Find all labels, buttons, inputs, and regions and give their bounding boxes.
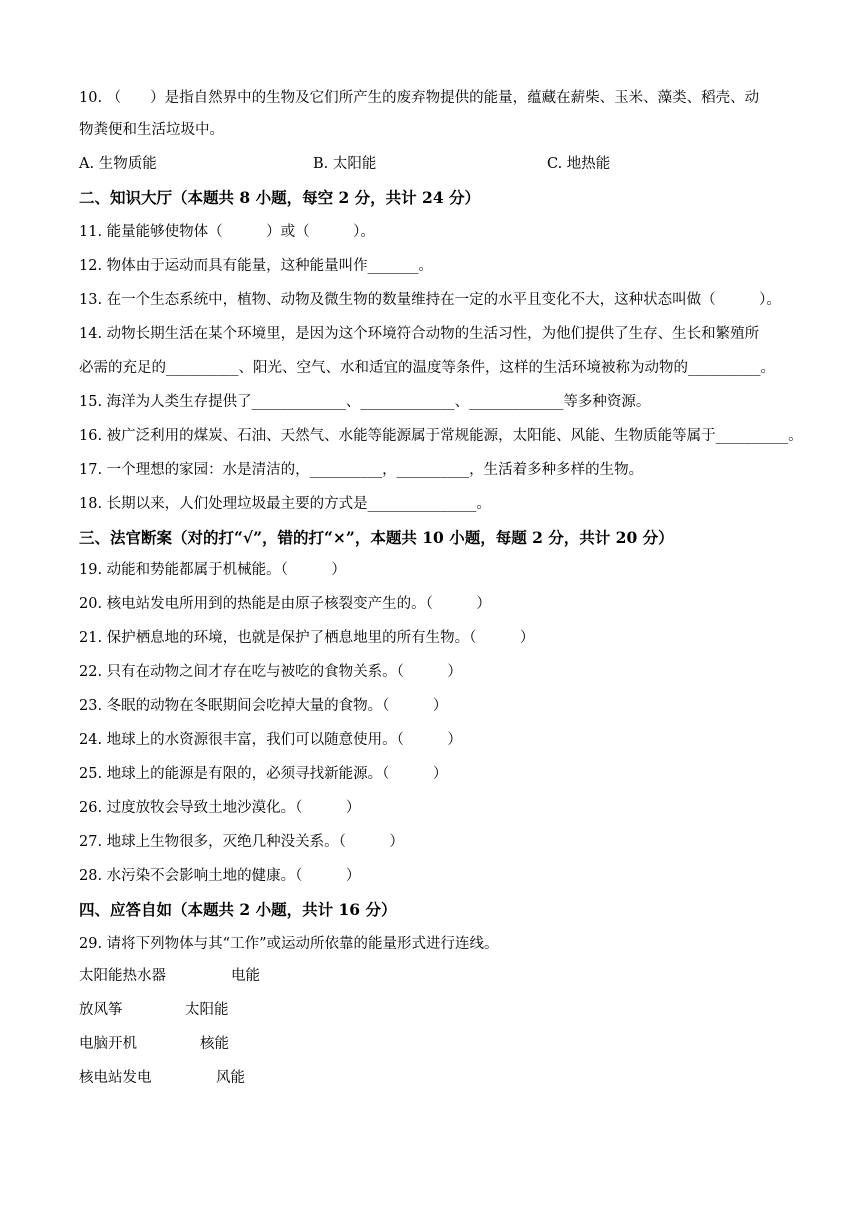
section-4-heading: 四、应答自如（本题共 2 小题，共计 16 分） [79,900,397,919]
question-11: 11. 能量能够使物体（ ）或（ ）。 [79,224,375,240]
matching-left-item: 核电站发电 [79,1070,152,1086]
matching-left-item: 放风筝 [79,1002,123,1018]
question-25: 25. 地球上的能源是有限的，必须寻找新能源。（ ） [79,766,448,782]
question-29: 29. 请将下列物体与其“工作”或运动所依靠的能量形式进行连线。 [79,936,499,952]
question-24: 24. 地球上的水资源很丰富，我们可以随意使用。（ ） [79,732,462,748]
question-10-option-b: B. 太阳能 [313,156,377,172]
matching-right-item: 核能 [200,1036,229,1052]
question-17: 17. 一个理想的家园：水是清洁的，__________，__________，生活着多种多样的生物。 [79,462,644,478]
question-21: 21. 保护栖息地的环境，也就是保护了栖息地里的所有生物。（ ） [79,630,535,646]
question-22: 22. 只有在动物之间才存在吃与被吃的食物关系。（ ） [79,664,462,680]
question-26: 26. 过度放牧会导致土地沙漠化。（ ） [79,800,361,816]
question-18: 18. 长期以来，人们处理垃圾最主要的方式是_______________。 [79,496,491,512]
section-2-heading: 二、知识大厅（本题共 8 小题，每空 2 分，共计 24 分） [79,188,481,207]
question-16: 16. 被广泛利用的煤炭、石油、天然气、水能等能源属于常规能源，太阳能、风能、生物质能等属于__________。 [79,428,803,444]
question-10-line-1: 10. （ ）是指自然界中的生物及它们所产生的废弃物提供的能量，蕴藏在薪柴、玉米、藻类、稻壳、动 [79,90,760,106]
question-14-line-1: 14. 动物长期生活在某个环境里，是因为这个环境符合动物的生活习性，为他们提供了生存、生长和繁殖所 [79,326,760,342]
question-20: 20. 核电站发电所用到的热能是由原子核裂变产生的。（ ） [79,596,491,612]
question-27: 27. 地球上生物很多，灭绝几种没关系。（ ） [79,834,404,850]
question-23: 23. 冬眠的动物在冬眠期间会吃掉大量的食物。（ ） [79,698,448,714]
matching-right-item: 风能 [216,1070,245,1086]
matching-left-item: 太阳能热水器 [79,968,166,984]
question-10-option-c: C. 地热能 [547,156,611,172]
matching-right-item: 电能 [231,968,260,984]
section-3-heading: 三、法官断案（对的打“√”，错的打“×”，本题共 10 小题，每题 2 分，共计 20 分） [79,528,674,547]
question-14-line-2: 必需的充足的__________、阳光、空气、水和适宜的温度等条件，这样的生活环境被称为动物的__________。 [79,360,775,376]
question-10-option-a: A. 生物质能 [79,156,157,172]
question-28: 28. 水污染不会影响土地的健康。（ ） [79,868,361,884]
question-12: 12. 物体由于运动而具有能量，这种能量叫作_______。 [79,258,433,274]
question-19: 19. 动能和势能都属于机械能。（ ） [79,562,346,578]
matching-right-item: 太阳能 [185,1002,229,1018]
question-15: 15. 海洋为人类生存提供了_____________、_____________、_____________等多种资源。 [79,394,651,410]
matching-left-item: 电脑开机 [79,1036,137,1052]
question-10-line-2: 物粪便和生活垃圾中。 [79,122,224,138]
question-13: 13. 在一个生态系统中，植物、动物及微生物的数量维持在一定的水平且变化不大，这种状态叫做（ ）。 [79,292,781,308]
